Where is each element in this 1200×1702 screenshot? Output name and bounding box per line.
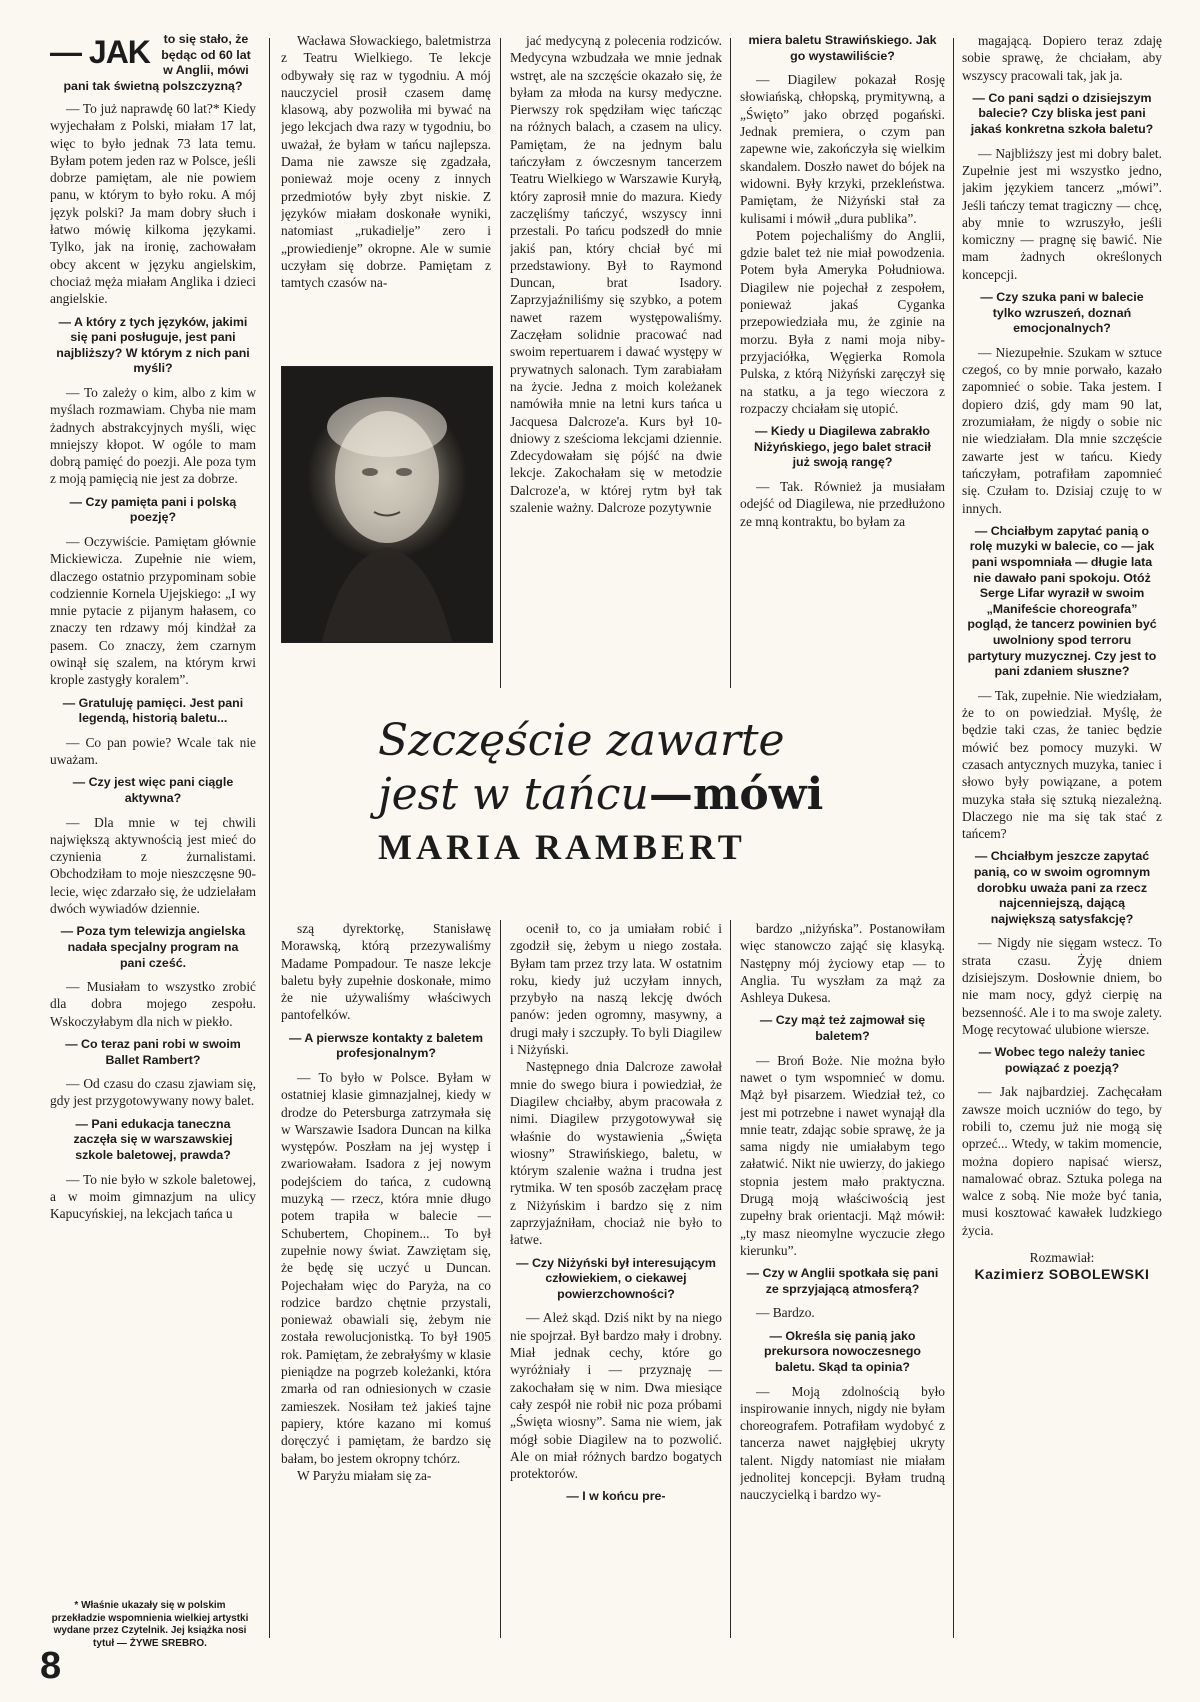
interviewer-question: — Kiedy u Diagilewa zabrakło Niżyńskiego, jego balet stracił już swoją rangę? bbox=[754, 424, 931, 470]
headline-line-1: Szczęście zawarte bbox=[378, 715, 785, 766]
column-3-body bbox=[510, 32, 722, 516]
interviewer-question: — Czy w Anglii spotkała się pani ze sprzyjającą atmosferą? bbox=[746, 1266, 939, 1296]
portrait-photo bbox=[281, 366, 493, 643]
answer-paragraph: W Paryżu miałam się za- bbox=[297, 1467, 432, 1483]
column-2 bbox=[281, 32, 491, 360]
answer-paragraph: — To było w Polsce. Byłam w ostatniej klasie gimnazjalnej, kiedy w drodze do Petersburga zatrzymała się w Warszawie Isadora Duncan na kilka występów. Poszłam na jej występ i zwariowałam. Isadora z jej nowym podejściem do tańca, z cudowną muzyką — rzecz, która mnie długo potem trapiła w balecie — Schubertem, Chopinem... To był zupełnie nowy świat. Zawziętam się, że będę się uczyć u Duncan. Pojechałam więc do Paryża, na co rodzice bardzo chętnie przystali, ponieważ obawiali się, żebym nie została rewolucjonistką. To był 1905 rok. Pamiętam, że zebrałyśmy w klasie pieniądze na pogrzeb koleżanki, która zmarła od ran odniesionych w czasie zamieszek. Nosiłam też jakieś tajne papiery, które kazano mi komuś doręczyć i pamiętam, że bardzo się bałam, bo jestem okropny tchórz. bbox=[281, 1069, 491, 1466]
signature-name: Kazimierz SOBOLEWSKI bbox=[974, 1266, 1150, 1283]
signature-label: Rozmawiał: bbox=[1029, 1250, 1095, 1266]
answer-paragraph: — Od czasu do czasu zjawiam się, gdy jest przygotowywany nowy balet. bbox=[50, 1076, 256, 1109]
intro-question bbox=[50, 32, 256, 94]
headline-mowi: —mówi bbox=[648, 769, 824, 820]
answer-paragraph: jać medycyną z polecenia rodziców. Medycyna wzbudzała we mnie jednak wstręt, ale na szczęście okazało się, że byłam za młoda na kursy medyczne. Pierwszy rok spędziłam więc tańcząc na różnych balach, a czasem na ulicy. Pamiętam, że na jednym balu tańczyłam z ówczesnym tancerzem Teatru Wielkiego w Warszawie Kuryłą, który zaprosił mnie do mazura. Kiedy zaczęliśmy tańczyć, wszyscy inni przestali. Po tańcu podszedł do mnie jakiś pan, który chciał być mi przedstawiony. Był to Raymond Duncan, brat Isadory. Zaprzyjaźniliśmy się szybko, a potem nawet razem występowaliśmy. Zaczęłam solidnie pracować nad swoim repertuarem i dawać występy w prywatnych salonach. Tym zarabiałam na życie. Jedna z moich koleżanek namówiła mnie na letni kurs tańca u Jacquesa Dalcroze'a. Kurs był 10-dniowy z sześcioma lekcjami dziennie. Zdecydowałam się pójść na dwie lekcje. Zakochałam się w metodzie Dalcroze'a, w której rytm był tak szalenie ważny. Dalcroze pozytywnie bbox=[510, 33, 722, 516]
interviewer-question: — Czy szuka pani w balecie tylko wzruszeń, doznań emocjonalnych? bbox=[980, 290, 1144, 336]
column-8 bbox=[740, 920, 945, 1640]
answer-paragraph: — Tak, zupełnie. Nie wiedziałam, że to on powiedział. Myślę, że będzie taki czas, że taniec będzie mówić bez pomocy muzyki. W czasach antycznych muzyka, taniec i słowo były powiązane, a potem muzyka stała się sztuką niezależną. Dlaczego nie ma się tak stać z tańcem? bbox=[962, 687, 1162, 842]
answer-paragraph: — Najbliższy jest mi dobry balet. Zupełnie jest mi wszystko jedno, jakim językiem tancerz „mówi”. Jeśli tańczy temat tragiczny — chcę, aby mnie to wzruszyło, jeśli komiczny — pragnę się bawić. Nie mam żadnych określonych koncepcji. bbox=[962, 145, 1162, 282]
headline-name: MARIA RAMBERT bbox=[378, 827, 746, 867]
jak-drop-word: — JAK bbox=[50, 34, 150, 70]
answer-paragraph: — Moją zdolnością było inspirowanie innych, nigdy nie byłam choreografem. Potrafiłam wydobyć z tancerza nawet najgłębiej ukryty talent. Nigdy natomiast nie miałam jednolitej koncepcji. Byłam trudną nauczycielką i bardzo wy- bbox=[740, 1383, 945, 1503]
column-rule bbox=[500, 920, 501, 1638]
answer-paragraph: — Tak. Również ja musiałam odejść od Diagilewa, nie przedłużono ze mną kontraktu, bo byłam za bbox=[740, 478, 945, 529]
answer-paragraph: — To nie było w szkole baletowej, a w moim gimnazjum na ulicy Kapucyńskiej, na lekcjach tańca u bbox=[50, 1171, 256, 1222]
column-7 bbox=[510, 920, 722, 1640]
column-6-body bbox=[281, 920, 491, 1484]
interviewer-question: — Czy mąż też zajmował się baletem? bbox=[759, 1013, 926, 1044]
answer-paragraph: — Jak najbardziej. Zachęcałam zawsze moich uczniów do tego, by robili to, czemu już nie mogą się oprzeć... Wtedy, w takim momencie, można dopiero napisać wiersz, namalować obraz. Sztuka polega na walce z sobą. Nie może być tania, musi kosztować kawałek ludzkiego życia. bbox=[962, 1084, 1162, 1238]
column-1-body bbox=[50, 100, 256, 1222]
column-rule bbox=[500, 38, 501, 688]
answer-paragraph: — Nigdy nie sięgam wstecz. To strata czasu. Żyję dniem dzisiejszym. Dosłownie dniem, bo nie mam nocy, gdyż cierpię na bezsenność. Ale i to ma swoje zalety. Mogę recytować ulubione wiersze. bbox=[962, 935, 1162, 1037]
column-4-body bbox=[740, 33, 945, 530]
interviewer-question: miera baletu Strawińskiego. Jak go wystawiliście? bbox=[748, 33, 937, 63]
column-rule bbox=[953, 38, 954, 1638]
interviewer-question: — Wobec tego należy taniec powiązać z poezją? bbox=[978, 1045, 1146, 1075]
interviewer-question: — Poza tym telewizja angielska nadała specjalny program na pani cześć. bbox=[60, 924, 246, 970]
headline-line-2a: jest w tańcu bbox=[378, 769, 649, 820]
answer-paragraph: — Ależ skąd. Dziś nikt by na niego nie spojrzał. Był bardzo mały i drobny. Miał jednak cechy, które go wyróżniały i — przyznaję — zakochałam się w nim. Dwa miesiące cały zespół nie robił nic poza próbami „Święta wiosny”. Sama nie wiem, jak mógł sobie Diagilew na to pozwolić. Ale on miał różnych bardzo bogatych protektorów. bbox=[510, 1310, 722, 1482]
interviewer-question: — Czy pamięta pani i polską poezję? bbox=[69, 494, 237, 525]
column-5 bbox=[962, 32, 1162, 1597]
interviewer-question: — Co pani sądzi o dzisiejszym balecie? Czy bliska jest pani jakaś konkretna szkoła baletu? bbox=[970, 90, 1154, 137]
answer-paragraph: ocenił to, co ja umiałam robić i zgodził się, żebym u niego została. Byłam tam przez trzy lata. W ostatnim roku, kiedy już uczyłam innych, przybyło na naszą lekcję dwóch panów: jeden ogromny, masywny, a drugi mały i szczupły. To byli Diagilew i Niżyński. bbox=[510, 921, 722, 1058]
answer-paragraph: bardzo „niżyńska”. Postanowiłam więc stanowczo zająć się klasyką. Następny mój życiowy etap — to Anglia. Tu wyszłam za mąż za Ashleya Dukesa. bbox=[740, 921, 945, 1006]
answer-paragraph: — To już naprawdę 60 lat?* Kiedy wyjechałam z Polski, miałam 17 lat, więc to było jednak 73 lata temu. Byłam potem jeden raz w Polsce, jeśli dobrze pamiętam, ale nie powiem panu, w którym to było roku. A mój język polski? Ja mam dobry słuch i łatwo mówię kilkoma językami. Tylko, jak na ironię, zachowałam obcy akcent w języku angielskim, chociaż męża miałam Anglika i dzieci angielskie. bbox=[50, 101, 256, 307]
column-8-body bbox=[740, 920, 945, 1504]
headline bbox=[378, 714, 938, 868]
interviewer-question: — Określa się panią jako prekursora nowoczesnego baletu. Skąd ta opinia? bbox=[764, 1328, 921, 1374]
column-6 bbox=[281, 920, 491, 1640]
answer-paragraph: — Dla mnie w tej chwili największą aktywnością jest mieć do czynienia z żurnalistami. Obchodziłam to moje nieszczęsne 90-lecie, więc zdarzało się, że udzielałam dwóch wywiadów dziennie. bbox=[50, 814, 256, 917]
interviewer-question: — Pani edukacja taneczna zaczęła się w warszawskiej szkole baletowej, prawda? bbox=[73, 1116, 233, 1162]
answer-paragraph: — Co pan powie? Wcale tak nie uważam. bbox=[50, 734, 256, 768]
interviewer-question: — Co teraz pani robi w swoim Ballet Rambert? bbox=[65, 1037, 241, 1067]
column-3 bbox=[510, 32, 722, 672]
portrait-photo-image bbox=[282, 367, 492, 642]
interviewer-question: — I w końcu pre- bbox=[566, 1489, 666, 1504]
column-4 bbox=[740, 26, 945, 674]
interviewer-question: — Czy Niżyński był interesującym człowiekiem, o ciekawej powierzchowności? bbox=[516, 1255, 716, 1301]
column-5-body bbox=[962, 32, 1162, 1239]
interviewer-question: — Chciałbym zapytać panią o rolę muzyki w balecie, co — jak pani wspomniała — długie lata nie dawało pani spokoju. Otóż Serge Lifar wyraził w swoim „Manifeście choreografa” pogląd, że tancerz powinien być uwolniony spod terroru partytury muzycznej. Czy jest to pani zdaniem słuszne? bbox=[967, 523, 1157, 679]
column-7-body bbox=[510, 920, 722, 1505]
answer-paragraph: — Oczywiście. Pamiętam głównie Mickiewicza. Zupełnie nie wiem, dlaczego ostatnio przypominam sobie codziennie Kornela Ujejskiego: „I wy mnie pytacie z pijanym hałasem, co znaczy ten rdzawy mój kindżał za pasem. Co znaczy, żem czarnym owinął się szalem, na którym krwi krople zastygły koralem”. bbox=[50, 533, 256, 688]
answer-paragraph: — Niezupełnie. Szukam w sztuce czegoś, co by mnie porwało, kazało zapomnieć o sobie. Taka jestem. I dopiero dziś, gdy mam 90 lat, zrozumiałam, że nigdy o sobie nic nie wiedziałam. Dla mnie szczęście zawarte jest w tańcu. Kiedy tańczyłam, potrafiłam zapomnieć się. Czułam to. Dzisiaj czuję to w innych. bbox=[962, 344, 1162, 516]
answer-paragraph: Następnego dnia Dalcroze zawołał mnie do swego biura i powiedział, że Diagilew chciałby, abym pracowała z nimi. Diagilew przygotowywał się właśnie do wystawienia „Święta wiosny” Strawińskiego, baletu, w którym szalenie ważna i trudna jest rytmika. W ten sposób zaczęłam pracę z Niżyńskim i bardzo się z nim zaprzyjaźniłam, chociaż nie było to łatwe. bbox=[510, 1059, 722, 1248]
column-1 bbox=[50, 32, 256, 1602]
column-rule bbox=[730, 920, 731, 1638]
answer-paragraph: — To zależy o kim, albo z kim w myślach rozmawiam. Chyba nie mam żadnych abstrakcyjnych myśli, więc mniejszy kłopot. W ogóle to mam dobrą pamięć do poezji. Ale poza tym z moją pamięcią nie jest za dobrze. bbox=[50, 384, 256, 487]
column-rule bbox=[269, 38, 270, 1638]
column-2-body bbox=[281, 32, 491, 291]
interviewer-question: — Czy jest więc pani ciągle aktywna? bbox=[72, 775, 234, 805]
interviewer-question: — A pierwsze kontakty z baletem profesjonalnym? bbox=[289, 1030, 483, 1061]
intro-question-text: to się stało, że będąc od 60 lat w Anglii, mówi pani tak świetną polszczyzną? bbox=[63, 32, 251, 93]
column-rule bbox=[730, 38, 731, 688]
answer-paragraph: — Musiałam to wszystko zrobić dla dobra mojego zespołu. Wskoczyłabym dla nich w piekło. bbox=[50, 979, 256, 1029]
answer-paragraph: magającą. Dopiero teraz zdaję sobie sprawę, że chciałam, aby wszyscy pracowali tak, jak ja. bbox=[962, 33, 1162, 83]
page-number: 8 bbox=[40, 1645, 62, 1687]
interviewer-question: — Chciałbym jeszcze zapytać panią, co w swoim ogromnym dorobku uważa pani za rzecz najcenniejszą, dającą największą satysfakcję? bbox=[973, 849, 1151, 926]
answer-paragraph: — Bardzo. bbox=[756, 1305, 815, 1321]
answer-paragraph: szą dyrektorkę, Stanisławę Morawską, którą przezywaliśmy Madame Pompadour. Te nasze lekcje baletu były zupełnie doskonałe, mimo że nie używaliśmy właściwych pantofelków. bbox=[281, 921, 491, 1023]
interviewer-question: — A który z tych języków, jakimi się pani posługuje, jest pani najbliższy? W którym z nich pani myśli? bbox=[56, 314, 250, 376]
answer-paragraph: — Broń Boże. Nie można było nawet o tym wspomnieć w domu. Mąż był pisarzem. Wiedział też, co jest mi potrzebne i nawet wynajął dla mnie teatr, zdając sobie sprawę, że ja sama nigdy nie umiałabym tego załatwić. Nikt nie uwierzy, do jakiego stopnia jestem mało praktyczna. Drugą moją właściwością jest zupełny brak orientacji. Mąż mówił: „ty masz nieomylne wyczucie złego kierunku”. bbox=[740, 1052, 945, 1258]
answer-paragraph: Wacława Słowackiego, baletmistrza z Teatru Wielkiego. Te lekcje odbywały się raz w tygodniu. A mój nauczyciel prosił czasem damę klasową, aby pozwoliła mi bywać na jego lekcjach dwa razy w tygodniu, bo uważał, że byłam w tańcu najlepsza. Dama nie zawsze się zgadzała, ponieważ moje oceny z innych przedmiotów były zbyt niskie. Z języków miałam doskonałe wyniki, natomiast „rukadielje” zero i „prowiedienje” okropne. Ale w sumie uczyłam się dobrze. Pamiętam z tamtych czasów na- bbox=[281, 33, 491, 291]
answer-paragraph: — Diagilew pokazał Rosję słowiańską, chłopską, prymitywną, a „Święto” jako obrzęd pogański. Jednak premiera, o czym pan zapewne wie, zakończyła się wielkim skandalem. Doszło nawet do bójek na widowni. Były krzyki, przekleństwa. Pamiętam, że Niżyński stał za kulisami i mówił „dura publika”. bbox=[740, 72, 945, 226]
interviewer-question: — Gratuluję pamięci. Jest pani legendą, historią baletu... bbox=[62, 695, 244, 726]
headline-line-2 bbox=[378, 768, 938, 822]
footnote: * Właśnie ukazały się w polskim przekładzie wspomnienia wielkiej artystki wydane przez Czytelnik. Jej książka nosi tytuł — ŻYWE SREBRO. bbox=[51, 1600, 249, 1649]
answer-paragraph: Potem pojechaliśmy do Anglii, gdzie balet też nie miał powodzenia. Potem była Ameryka Południowa. Diagilew nie pojechał z zespołem, ponieważ jakaś Cyganka przepowiedziała mu, że zginie na morzu. Była z nami moja niby-przyjaciółka, Węgierka Romola Pulska, z którą Niżyński zaręczył się na statku, a ja tego wieczora z rozpaczy chciałam się utopić. bbox=[740, 227, 945, 416]
signature bbox=[962, 1249, 1162, 1284]
